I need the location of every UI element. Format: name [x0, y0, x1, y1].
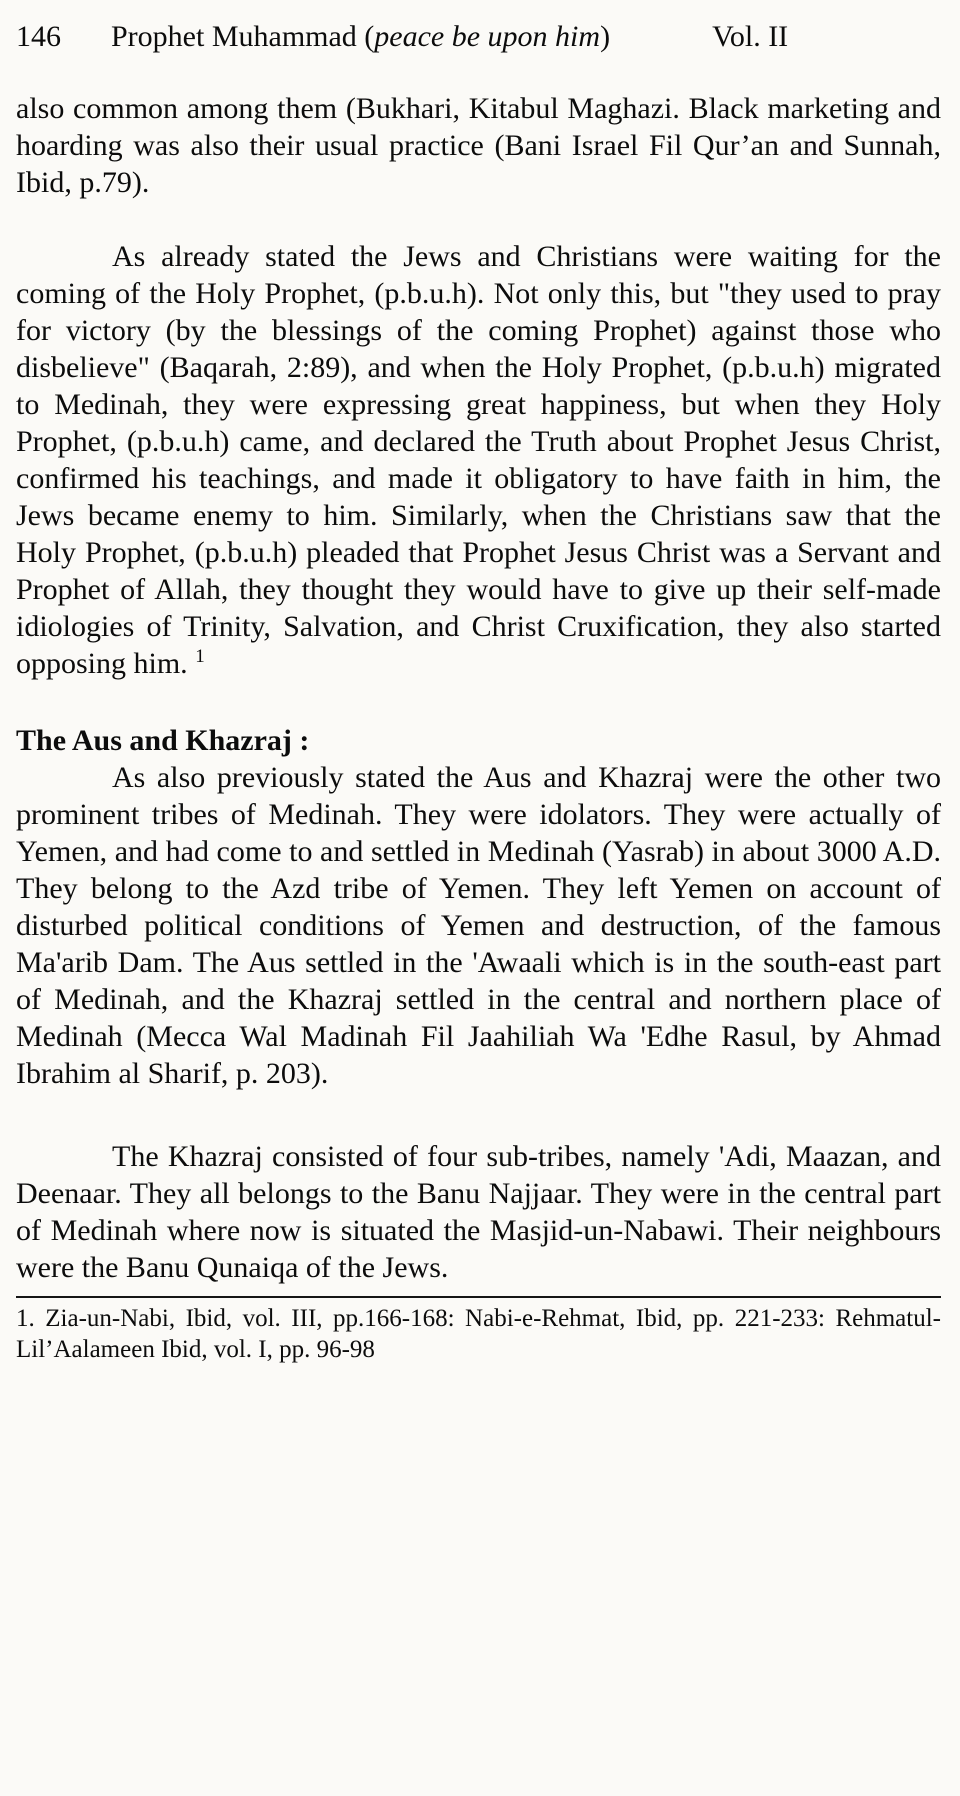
- footnote-text: 1. Zia-un-Nabi, Ibid, vol. III, pp.166-168: Nabi-e-Rehmat, Ibid, pp. 221-233: Rehmatul-Lil’Aalameen Ibid, vol. I, pp. 96-98: [16, 1305, 941, 1363]
- page-body: [16, 90, 941, 1286]
- running-title-italic: peace be upon him: [374, 20, 601, 53]
- running-title-close: ): [600, 20, 611, 53]
- running-title-text: Prophet Muhammad (: [111, 20, 375, 53]
- footnote-divider: [16, 1296, 941, 1298]
- paragraph-continuation: also common among them (Bukhari, Kitabul Maghazi. Black marketing and hoarding was also their usual practice (Bani Israel Fil Qur’an and Sunnah, Ibid, p.79).: [16, 92, 941, 199]
- paragraph-jews-christians: [16, 238, 941, 682]
- paragraph-text: As already stated the Jews and Christians were waiting for the coming of the Holy Prophet, (p.b.u.h). Not only this, but "they used to pray for victory (by the blessings of the coming Prophet) against those who disbelieve" (Baqarah, 2:89), and when the Holy Prophet, (p.b.u.h) migrated to Medinah, they were expressing great happiness, but when they Holy Prophet, (p.b.u.h) came, and declared the Truth about Prophet Jesus Christ, confirmed his teachings, and made it obligatory to have faith in him, the Jews became enemy to him. Similarly, when the Christians saw that the Holy Prophet, (p.b.u.h) pleaded that Prophet Jesus Christ was a Servant and Prophet of Allah, they thought they would have to give up their self-made idiologies of Trinity, Salvation, and Christ Cruxification, they also started opposing him.: [16, 240, 941, 680]
- footnote-marker: 1: [195, 646, 205, 667]
- paragraph-aus-khazraj: As also previously stated the Aus and Khazraj were the other two prominent tribes of Medinah. They were idolators. They were actually of Yemen, and had come to and settled in Medinah (Yasrab) in about 3000 A.D. They belong to the Azd tribe of Yemen. They left Yemen on account of disturbed political conditions of Yemen and destruction, of the famous Ma'arib Dam. The Aus settled in the 'Awaali which is in the south-east part of Medinah, and the Khazraj settled in the central and northern place of Medinah (Mecca Wal Madinah Fil Jaahiliah Wa 'Edhe Rasul, by Ahmad Ibrahim al Sharif, p. 203).: [16, 761, 941, 1090]
- footnote-area: [16, 1296, 941, 1365]
- paragraph-khazraj-subtribes: The Khazraj consisted of four sub-tribes, namely 'Adi, Maazan, and Deenaar. They all belongs to the Banu Najjaar. They were in the central part of Medinah where now is situated the Masjid-un-Nabawi. Their neighbours were the Banu Qunaiqa of the Jews.: [16, 1140, 941, 1284]
- section-heading: The Aus and Khazraj :: [16, 724, 310, 757]
- volume-label: Vol. II: [712, 20, 789, 53]
- page-header: [16, 20, 941, 54]
- page-number: 146: [16, 20, 61, 53]
- running-title: [111, 20, 610, 54]
